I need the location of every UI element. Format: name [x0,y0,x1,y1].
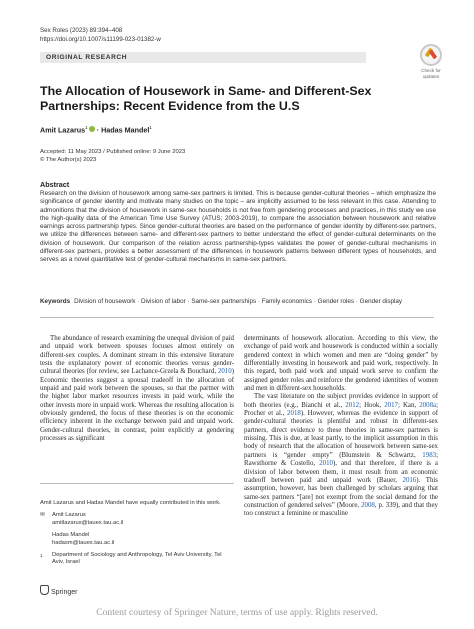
body-paragraph [244,393,438,518]
citation-link[interactable]: 2010 [217,368,232,376]
article-type-banner [40,52,366,63]
citation-link[interactable]: 2008a [419,401,437,409]
abstract-heading: Abstract [40,180,70,189]
crossmark-icon [420,44,442,66]
equal-contribution-note: Amit Lazarus and Hadas Mandel have equally contributed in this work. [40,500,221,506]
footnotes [40,500,234,567]
corresponding-author-name: Amit Lazarus [52,511,86,518]
citation-link[interactable]: 2017 [384,401,398,409]
section-divider [40,317,434,318]
check-for-updates-button[interactable] [411,44,451,79]
article-type-label: ORIGINAL RESEARCH [46,54,128,61]
affiliation-block [40,552,234,568]
body-text: ), and that therefore, if there is a division of labor between them, it must result from an economic tradeoff between paid and unpaid work (Bauer, [244,460,438,484]
publisher-logo [40,585,77,596]
body-text: , p. 339), and that they too construct a feminine or masculine [244,501,438,518]
citation-link[interactable]: 2008 [361,501,375,509]
accepted-published-line: Accepted: 11 May 2023 / Published online: 9 June 2023 [40,149,186,155]
journal-citation: Sex Roles (2023) 89:394–408 [40,27,123,34]
author-list [40,125,152,134]
keywords-label: Keywords [40,298,71,305]
crossmark-label-1: Check for [421,68,441,73]
publication-dates [40,148,185,164]
email-link[interactable]: hadasm@tauex.tau.ac.il [52,539,115,546]
keywords-list: Division of housework · Division of labor · Same-sex partnerships · Family economics · Gender roles · Gender display [74,298,403,305]
body-text: ). However, whereas the evidence in support of gender-cultural theories is plentiful and robust in different-sex partners, direct evidence to these theories in same-sex partners is missing. This is due, at least partly, to the implicit assumption in this body of research that the allocation of housework between same-sex partners is “gender empty” (Blumstein & Schwartz, [244,410,438,459]
orcid-icon[interactable] [89,126,95,132]
envelope-icon: ✉ [40,511,45,518]
affiliation-superscript: 1 [85,125,88,130]
author-name[interactable]: Amit Lazarus [40,125,86,135]
affiliation-text: Department of Sociology and Anthropology, Tel Aviv University, Tel Aviv, Israel [52,551,222,566]
corresponding-author-name: Hadas Mandel [52,531,90,538]
affiliation-superscript: 1 [149,125,152,130]
author-separator: · [96,125,100,135]
keywords-line [40,298,440,305]
correspondence-list [52,512,123,548]
citation-link[interactable]: 2012 [345,401,360,409]
journal-meta [40,26,161,44]
body-text: The vast literature on the subject provides evidence in support of both theories (e.g., Bianchi et al., [244,393,438,409]
body-text: ) Economic theories suggest a spousal tradeoff in the allocation of unpaid and paid work between the spouses, so that the partner with the higher labor market resources invests in paid work, while the other invests more in unpaid work. Whereas the resulting allocation is obviously gendered, the focus of these theories is on the economic efficiency inherent in the exchange between paid and unpaid work. Gender-cultural theories, in contrast, point explicitly at gendering processes as significant [40,368,234,443]
courtesy-footer: Content courtesy of Springer Nature, terms of use apply. Rights reserved. [96,607,378,618]
springer-horse-icon [40,585,49,595]
author-name[interactable]: Hadas Mandel [101,125,150,135]
citation-link[interactable]: 2016 [402,476,417,484]
copyright-line: © The Author(s) 2023 [40,157,97,164]
body-paragraph [40,335,234,443]
body-text: ; Hook, [359,401,385,409]
body-column-right [244,335,438,519]
article-title: The Allocation of Housework in Same- and Different-Sex Partnerships: Recent Evidence from the U.S [40,84,372,113]
body-text: ; Procher et al., [244,401,438,418]
body-paragraph: determinants of housework allocation. According to this view, the exchange of paid work and housework is conducted within a socially gendered context in which women and men are “doing gender” by differentially investing in housework and paid work, respectively. In this regard, both paid work and unpaid work serve to confirm the assigned gender roles and reinforce the gendered identities of women and men in different-sex households. [244,335,438,393]
crossmark-label-2: updates [422,73,440,79]
body-text: The abundance of research examining the unequal division of paid and unpaid work between spouses focuses almost entirely on different-sex couples. A dominant stream in this extensive literature tests the explanatory power of economic theories versus gender-cultural theories (for review, see Lachance-Grzela & Bouchard, [40,335,234,376]
body-text: ). This assumption, however, has been challenged by scholars arguing that same-sex partners “[are] not exempt from the social demand for the construction of gendered selves” (Moore, [244,476,438,509]
body-text: ; Rawsthorne & Costello, [244,451,438,468]
body-text: ; Kan, [397,401,420,409]
affiliation-number: 1 [40,552,43,558]
body-column-left [40,335,234,443]
correspondence-block [40,512,234,548]
email-link[interactable]: amitlazarus@tauex.tau.ac.il [52,519,124,526]
citation-link[interactable]: 2018 [287,410,301,418]
footnote-divider [40,483,234,484]
abstract-text: Research on the division of housework among same-sex partners is limited. This is because gender-cultural theories – which emphasize the significance of gender identity and motivate many studies on the topic – are implicitly assumed to be less relevant in this case. Attending to admonitions that the division of housework in same-sex households is not free from gendering processes and practices, in this study we use the high-quality data of the American Time Use Survey (ATUS; 2003-2019), to compare the association between housework and relative earnings across partnership types. Since gender-cultural theories are based on the performance of gender identity by different-sex partners, we utilize the differences between same- and different-sex partners to better understand the effect of gender-cultural determinants on the division of housework. Our comparison of the relation across partnership-types validates the power of gender-cultural mechanisms in different-sex partners, provides a better assessment of the differences in housework patterns between different types of households, and serves as a novel quantitative test of gender-cultural mechanisms in same-sex partners. [40,190,436,263]
citation-link[interactable]: 2010 [319,460,333,468]
doi-link[interactable]: https://doi.org/10.1007/s11199-023-01382-w [40,36,161,43]
publisher-name: Springer [51,589,78,596]
citation-link[interactable]: 1983 [422,451,437,459]
